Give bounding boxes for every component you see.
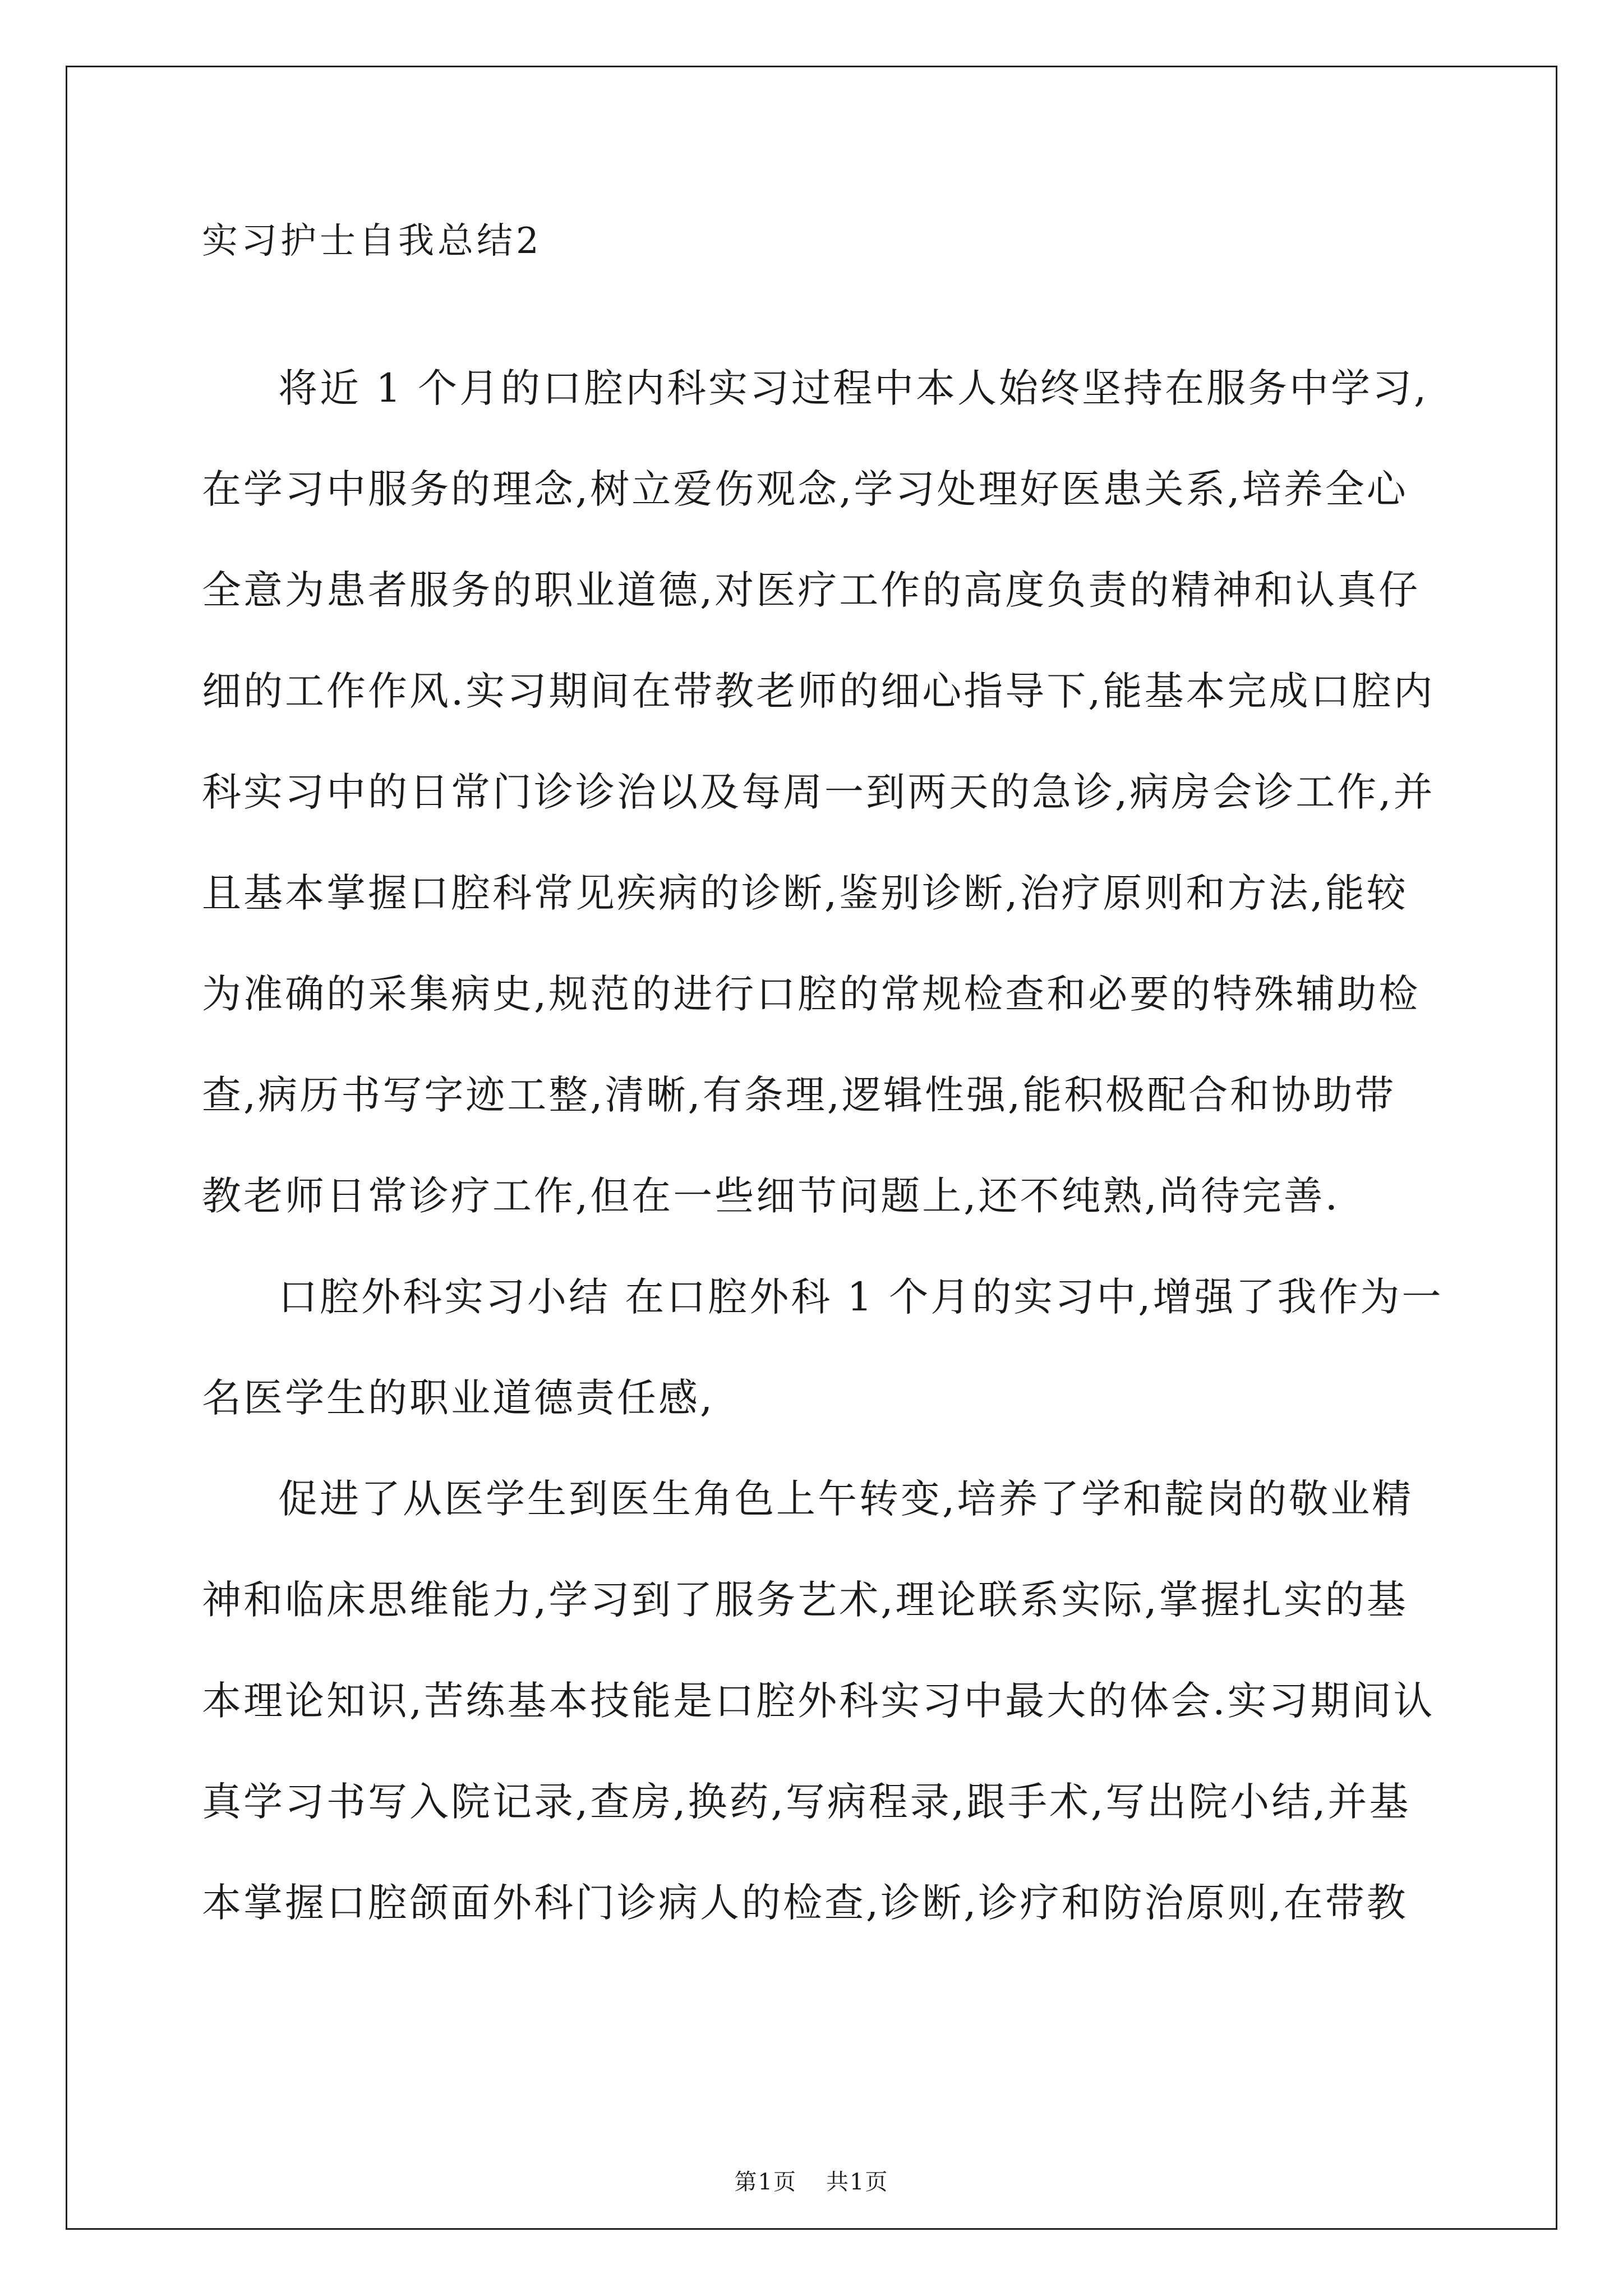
paragraph-line: 查,病历书写字迹工整,清晰,有条理,逻辑性强,能积极配合和协助带	[202, 1072, 1396, 1118]
paragraph-3	[202, 1448, 1435, 1953]
paragraph-line: 口腔外科实习小结 在口腔外科 1 个月的实习中,增强了我作为一	[278, 1274, 1444, 1320]
paragraph-line: 本掌握口腔颌面外科门诊病人的检查,诊断,诊疗和防治原则,在带教	[202, 1880, 1408, 1926]
page-total: 共1页	[826, 2169, 889, 2195]
paragraph-line: 为准确的采集病史,规范的进行口腔的常规检查和必要的特殊辅助检	[202, 971, 1421, 1017]
document-title: 实习护士自我总结2	[202, 220, 542, 262]
paragraph-2	[202, 1246, 1444, 1448]
paragraph-line: 将近 1 个月的口腔内科实习过程中本人始终坚持在服务中学习,	[278, 365, 1429, 411]
document-body	[202, 220, 1444, 1953]
paragraph-line: 教老师日常诊疗工作,但在一些细节问题上,还不纯熟,尚待完善.	[202, 1173, 1340, 1219]
page-number: 第1页	[734, 2169, 797, 2195]
paragraph-line: 真学习书写入院记录,查房,换药,写病程录,跟手术,写出院小结,并基	[202, 1779, 1411, 1825]
paragraph-line: 在学习中服务的理念,树立爱伤观念,学习处理好医患关系,培养全心	[202, 466, 1408, 512]
paragraph-line: 细的工作作风.实习期间在带教老师的细心指导下,能基本完成口腔内	[202, 668, 1435, 714]
paragraph-line: 本理论知识,苦练基本技能是口腔外科实习中最大的体会.实习期间认	[202, 1678, 1435, 1724]
paragraph-line: 科实习中的日常门诊诊治以及每周一到两天的急诊,病房会诊工作,并	[202, 769, 1435, 815]
paragraph-line: 且基本掌握口腔科常见疾病的诊断,鉴别诊断,治疗原则和方法,能较	[202, 870, 1408, 916]
page-footer	[0, 2164, 1623, 2196]
paragraph-line: 全意为患者服务的职业道德,对医疗工作的高度负责的精神和认真仔	[202, 567, 1421, 613]
paragraph-line: 名医学生的职业道德责任感,	[202, 1375, 715, 1421]
paragraph-line: 促进了从医学生到医生角色上午转变,培养了学和靛岗的敬业精	[278, 1476, 1414, 1522]
page-border	[66, 66, 1557, 2230]
paragraph-line: 神和临床思维能力,学习到了服务艺术,理论联系实际,掌握扎实的基	[202, 1577, 1408, 1623]
paragraph-1	[202, 338, 1435, 1246]
